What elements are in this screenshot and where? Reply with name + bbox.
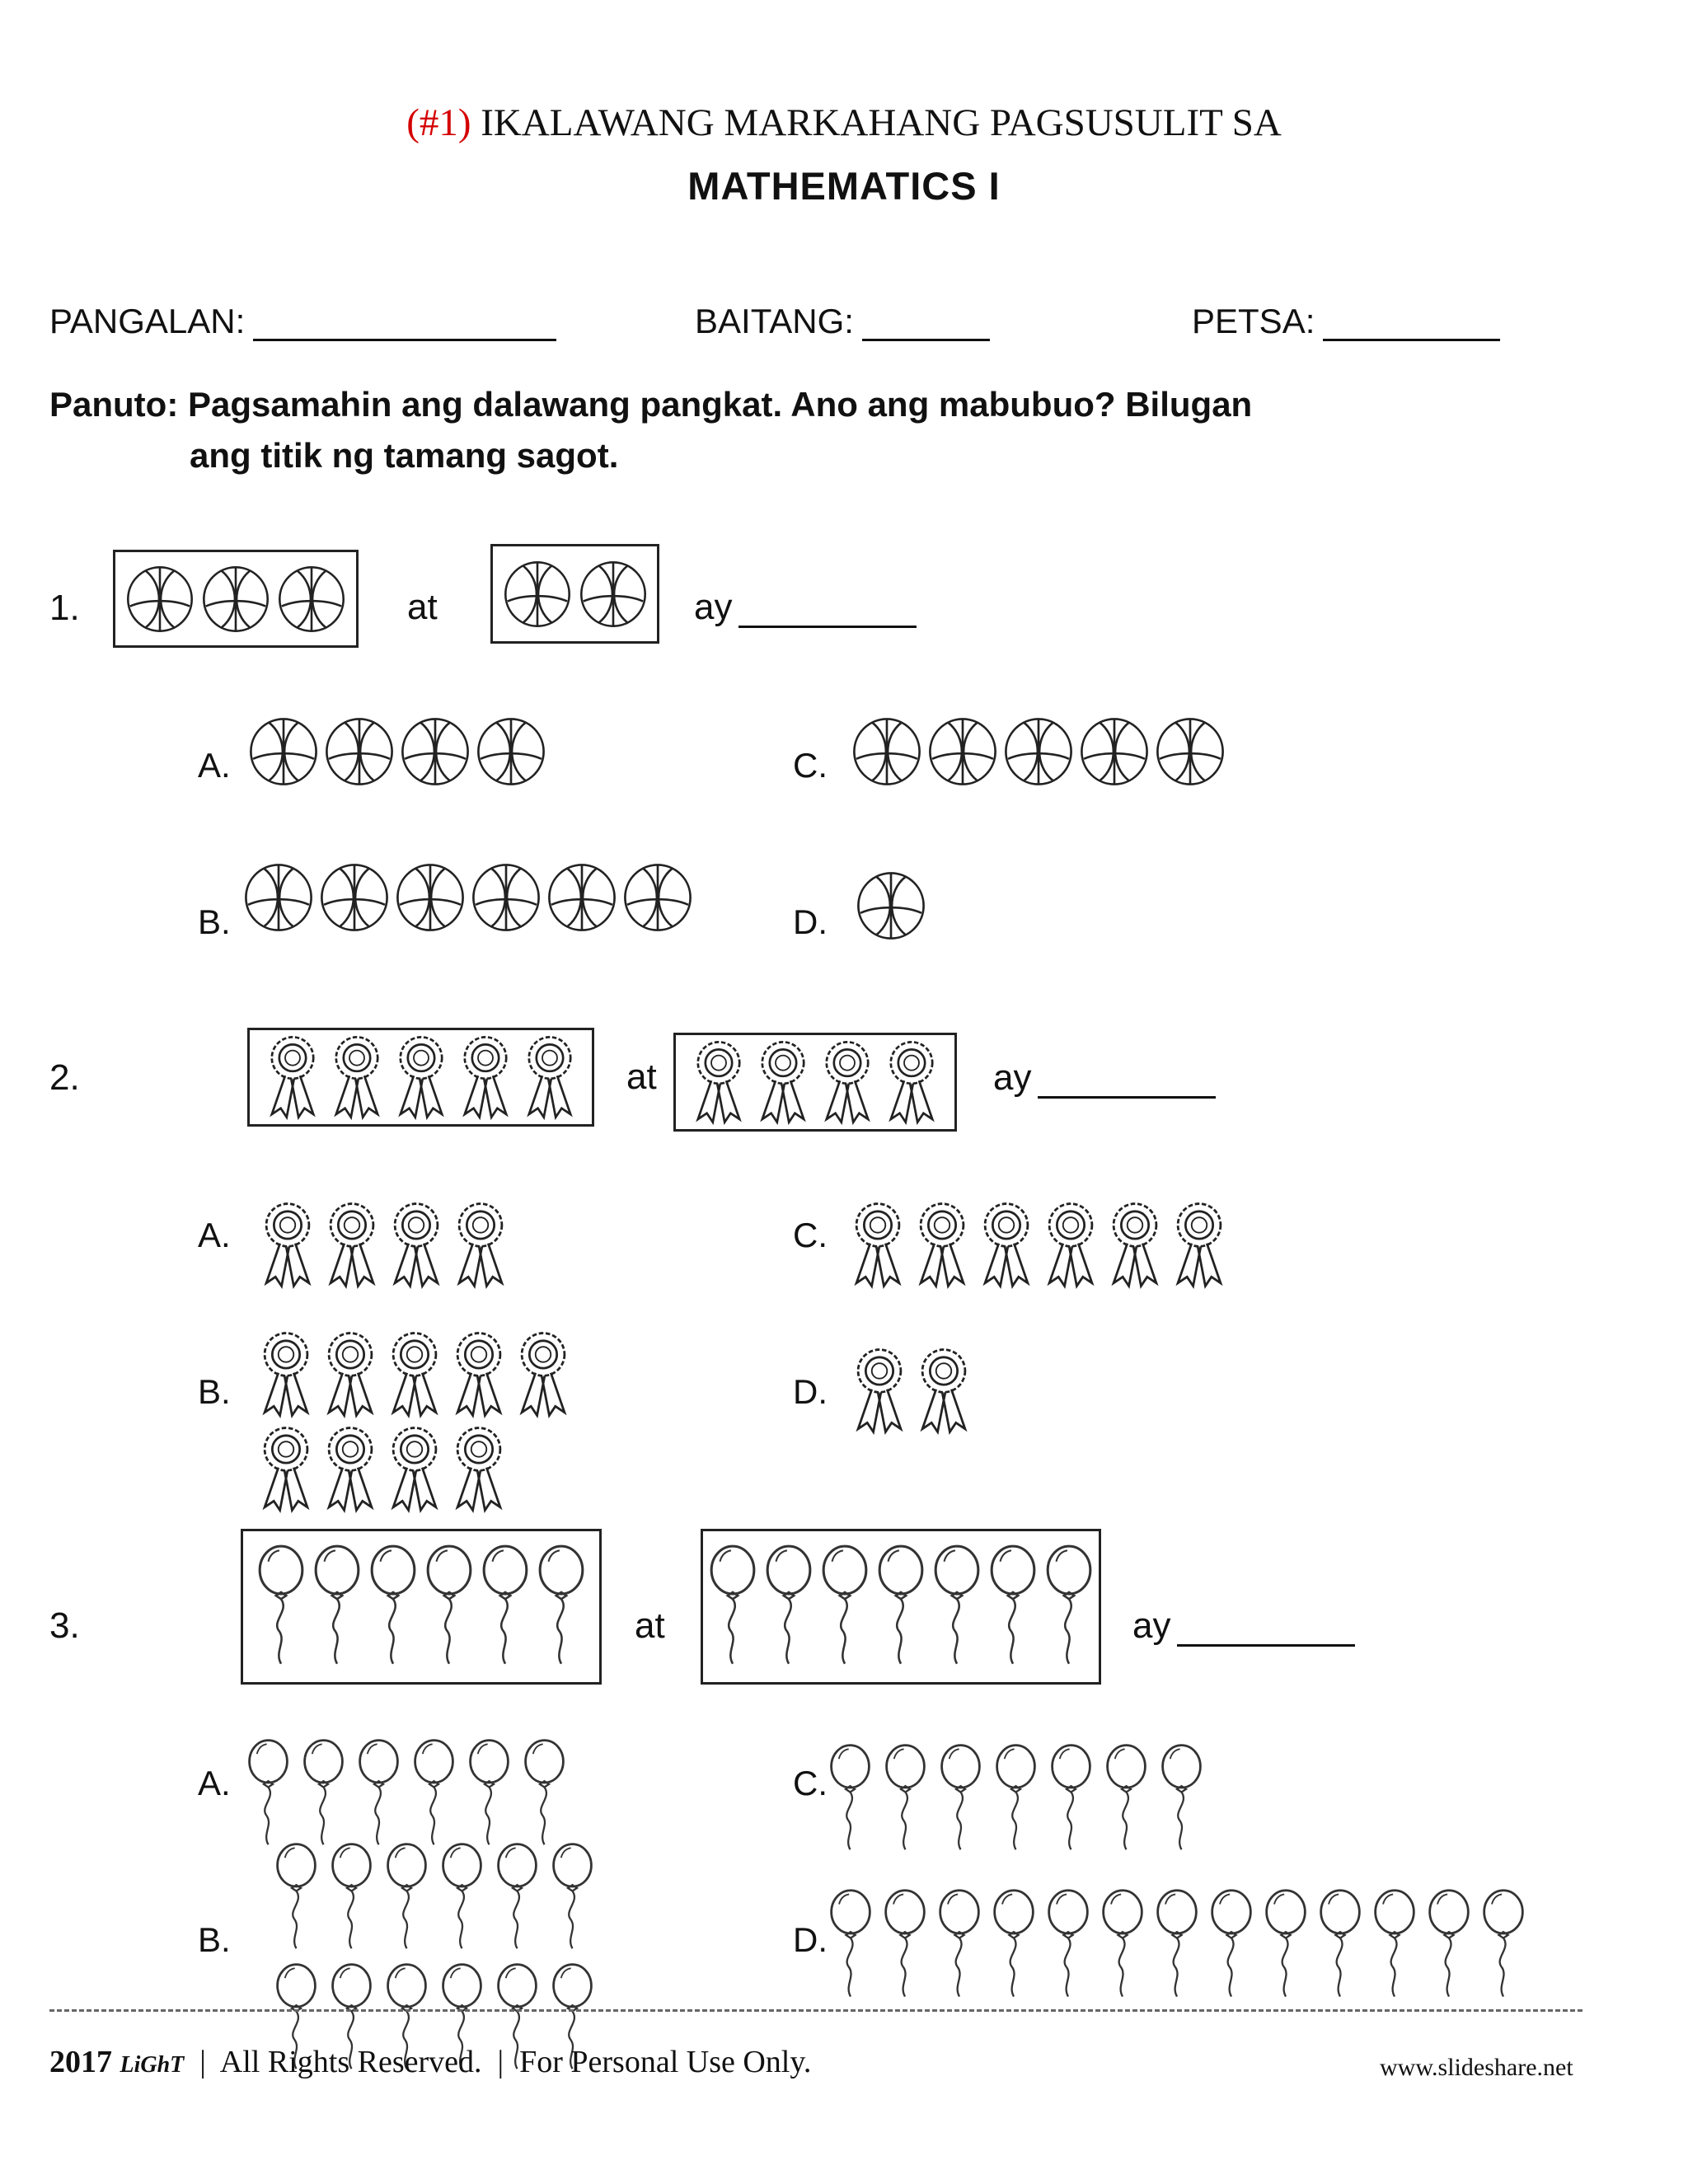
option-letter[interactable]: C. xyxy=(793,1764,828,1802)
ribbon-icon xyxy=(882,1038,941,1127)
q3-group-a xyxy=(241,1529,602,1685)
balloon-icon xyxy=(256,1543,307,1671)
basketball-icon xyxy=(247,715,320,788)
name-blank[interactable] xyxy=(253,306,556,341)
balloon-icon xyxy=(1159,1742,1204,1856)
ribbon-icon xyxy=(320,1329,381,1420)
date-field[interactable] xyxy=(1192,302,1500,341)
balloon-icon xyxy=(274,1841,319,1955)
ribbon-icon xyxy=(913,1345,974,1436)
option-letter[interactable]: D. xyxy=(793,902,828,941)
basketball-icon xyxy=(855,869,927,942)
balloon-icon xyxy=(1208,1887,1254,2003)
balloon-icon xyxy=(1317,1887,1363,2003)
footer-year: 2017 xyxy=(49,2045,112,2079)
question-number: 1. xyxy=(49,588,80,628)
exam-number: (#1) xyxy=(406,101,471,144)
basketball-icon xyxy=(851,715,923,788)
q3-option-b-items xyxy=(274,1841,620,2074)
balloon-icon xyxy=(246,1737,291,1851)
basketball-icon xyxy=(1078,715,1151,788)
balloon-icon xyxy=(411,1737,457,1851)
grade-blank[interactable] xyxy=(862,306,990,341)
balloon-icon xyxy=(1104,1742,1149,1856)
basketball-icon xyxy=(1002,715,1075,788)
q2-group-a xyxy=(247,1028,594,1127)
balloon-icon xyxy=(1426,1887,1472,2003)
q3-group-b xyxy=(701,1529,1101,1685)
answer-blank[interactable] xyxy=(1177,1611,1355,1647)
ribbon-icon xyxy=(1104,1199,1165,1291)
question-number: 2. xyxy=(49,1057,80,1098)
footer-brand: LiGhT xyxy=(120,2052,185,2078)
q1-option-c-items xyxy=(851,715,1226,788)
answer-blank[interactable] xyxy=(738,593,917,628)
exam-title xyxy=(0,101,1688,145)
balloon-icon xyxy=(384,1841,429,1955)
ribbon-icon xyxy=(327,1033,387,1122)
basketball-icon xyxy=(502,559,573,630)
ribbon-icon xyxy=(753,1038,813,1127)
footer-site: www.slideshare.net xyxy=(1380,2054,1573,2081)
basketball-icon xyxy=(926,715,999,788)
footer-separator: | xyxy=(497,2045,504,2079)
ribbon-icon xyxy=(392,1033,451,1122)
q2-answer[interactable] xyxy=(993,1057,1216,1099)
ribbon-icon xyxy=(320,1423,381,1515)
footer-separator: | xyxy=(199,2045,206,2079)
ribbon-icon xyxy=(849,1345,910,1436)
q1-group-a xyxy=(113,550,359,648)
balloon-icon xyxy=(1154,1887,1200,2003)
basketball-icon xyxy=(475,715,547,788)
footer-divider xyxy=(49,2009,1582,2012)
balloon-icon xyxy=(522,1737,567,1851)
instructions-line1: Panuto: Pagsamahin ang dalawang pangkat. Ano ang mabubuo? Bilugan xyxy=(49,385,1253,424)
balloon-icon xyxy=(550,1841,595,1955)
option-letter[interactable]: A. xyxy=(198,746,231,785)
balloon-icon xyxy=(356,1737,401,1851)
option-letter[interactable]: C. xyxy=(793,1216,828,1254)
balloon-icon xyxy=(707,1543,758,1671)
result-word: ay xyxy=(993,1057,1032,1098)
basketball-icon xyxy=(323,715,396,788)
balloon-icon xyxy=(1100,1887,1146,2003)
basketball-icon xyxy=(242,861,315,934)
balloon-icon xyxy=(1263,1887,1309,2003)
balloon-icon xyxy=(495,1841,540,1955)
q1-group-b xyxy=(490,544,659,644)
ribbon-icon xyxy=(257,1199,318,1291)
basketball-icon xyxy=(470,861,542,934)
ribbon-icon xyxy=(1040,1199,1101,1291)
ribbon-icon xyxy=(384,1329,445,1420)
ribbon-icon xyxy=(263,1033,322,1122)
grade-label: BAITANG: xyxy=(695,302,854,340)
balloon-icon xyxy=(1043,1543,1095,1671)
basketball-icon xyxy=(578,559,649,630)
ribbon-icon xyxy=(847,1199,908,1291)
basketball-icon xyxy=(621,861,694,934)
option-letter[interactable]: A. xyxy=(198,1216,231,1254)
balloon-icon xyxy=(329,1841,374,1955)
balloon-icon xyxy=(936,1887,982,2003)
basketball-icon xyxy=(399,715,471,788)
q2-option-d-items xyxy=(849,1345,974,1436)
date-blank[interactable] xyxy=(1323,306,1500,341)
footer-copyright xyxy=(49,2044,811,2080)
option-letter[interactable]: B. xyxy=(198,1920,231,1959)
balloon-icon xyxy=(312,1543,363,1671)
grade-field[interactable] xyxy=(695,302,990,341)
basketball-icon xyxy=(546,861,618,934)
balloon-icon xyxy=(480,1543,531,1671)
q3-option-c-items xyxy=(828,1742,1204,1856)
balloon-icon xyxy=(1372,1887,1418,2003)
q1-option-d-items xyxy=(855,869,927,942)
balloon-icon xyxy=(882,1887,928,2003)
balloon-icon xyxy=(763,1543,814,1671)
basketball-icon xyxy=(1154,715,1226,788)
basketball-icon xyxy=(200,564,271,635)
option-letter[interactable]: A. xyxy=(198,1764,231,1802)
balloon-icon xyxy=(368,1543,419,1671)
answer-blank[interactable] xyxy=(1038,1063,1216,1099)
q2-option-a-items xyxy=(257,1199,511,1291)
instructions xyxy=(49,379,1252,481)
balloon-icon xyxy=(1480,1887,1526,2003)
connector-word: at xyxy=(635,1605,665,1646)
date-label: PETSA: xyxy=(1192,302,1315,340)
result-word: ay xyxy=(1132,1605,1171,1646)
subject-title: MATHEMATICS I xyxy=(687,164,1001,208)
balloon-icon xyxy=(1048,1742,1094,1856)
balloon-icon xyxy=(938,1742,983,1856)
ribbon-icon xyxy=(520,1033,579,1122)
balloon-icon xyxy=(828,1742,873,1856)
ribbon-icon xyxy=(1169,1199,1230,1291)
balloon-icon xyxy=(987,1543,1039,1671)
balloon-icon xyxy=(439,1841,485,1955)
basketball-icon xyxy=(276,564,347,635)
name-label: PANGALAN: xyxy=(49,302,246,340)
option-letter[interactable]: B. xyxy=(198,1372,231,1411)
footer-rights: All Rights Reserved. xyxy=(219,2045,482,2079)
connector-word: at xyxy=(626,1057,657,1097)
exam-title-text: IKALAWANG MARKAHANG PAGSUSULIT SA xyxy=(471,101,1282,144)
ribbon-icon xyxy=(450,1199,511,1291)
option-letter[interactable]: D. xyxy=(793,1920,828,1959)
q2-group-b xyxy=(673,1033,957,1132)
ribbon-icon xyxy=(321,1199,382,1291)
instructions-line2: ang titik ng tamang sagot. xyxy=(190,436,619,475)
balloon-icon xyxy=(467,1737,512,1851)
option-letter[interactable]: C. xyxy=(793,746,828,785)
balloon-icon xyxy=(991,1887,1037,2003)
ribbon-icon xyxy=(386,1199,447,1291)
balloon-icon xyxy=(424,1543,475,1671)
balloon-icon xyxy=(931,1543,982,1671)
ribbon-icon xyxy=(448,1329,509,1420)
option-letter[interactable]: D. xyxy=(793,1372,828,1411)
q1-option-b-items xyxy=(242,861,694,934)
ribbon-icon xyxy=(818,1038,877,1127)
balloon-icon xyxy=(1045,1887,1091,2003)
balloon-icon xyxy=(875,1543,926,1671)
balloon-icon xyxy=(883,1742,928,1856)
question-number: 3. xyxy=(49,1605,80,1646)
basketball-icon xyxy=(124,564,195,635)
name-field[interactable] xyxy=(49,302,556,341)
balloon-icon xyxy=(828,1887,874,2003)
q1-option-a-items xyxy=(247,715,547,788)
ribbon-icon xyxy=(384,1423,445,1515)
connector-word: at xyxy=(407,587,438,627)
ribbon-icon xyxy=(513,1329,574,1420)
ribbon-icon xyxy=(456,1033,515,1122)
q3-option-a-items xyxy=(246,1737,567,1851)
option-letter[interactable]: B. xyxy=(198,902,231,941)
q3-answer[interactable] xyxy=(1132,1605,1355,1647)
ribbon-icon xyxy=(976,1199,1037,1291)
ribbon-icon xyxy=(256,1329,316,1420)
q2-option-c-items xyxy=(847,1199,1230,1291)
balloon-icon xyxy=(536,1543,587,1671)
result-word: ay xyxy=(694,587,733,627)
ribbon-icon xyxy=(912,1199,973,1291)
balloon-icon xyxy=(301,1737,346,1851)
ribbon-icon xyxy=(448,1423,509,1515)
ribbon-icon xyxy=(689,1038,748,1127)
footer-usage: For Personal Use Only. xyxy=(519,2045,812,2079)
q1-answer[interactable] xyxy=(694,587,917,628)
q2-option-b-items xyxy=(256,1329,585,1515)
balloon-icon xyxy=(819,1543,870,1671)
q3-option-d-items xyxy=(828,1887,1526,2003)
basketball-icon xyxy=(394,861,467,934)
balloon-icon xyxy=(993,1742,1039,1856)
basketball-icon xyxy=(318,861,391,934)
ribbon-icon xyxy=(256,1423,316,1515)
